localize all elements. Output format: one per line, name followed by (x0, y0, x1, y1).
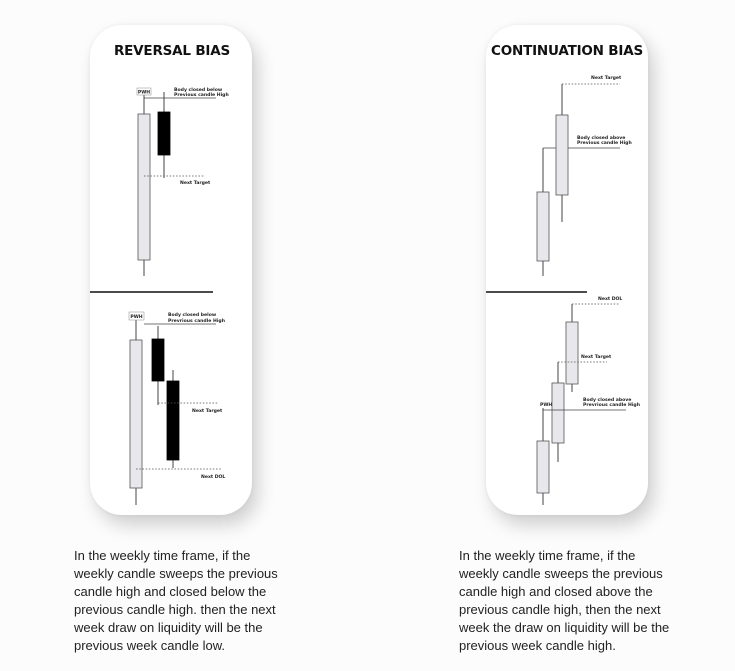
continuation-caption: In the weekly time frame, if the weekly candle sweeps the previous candle high and closed above the previous candle high, then the next week the draw on liquidity will be the previous week candle high. (459, 548, 670, 653)
next-target-label: Next Target (581, 355, 612, 360)
next-target-label: Next Target (591, 76, 622, 81)
continuation-title: CONTINUATION BIAS (491, 43, 643, 59)
reversal-caption: In the weekly time frame, if the weekly candle sweeps the previous candle high and closed below the previous candle high. then the next week draw on liquidity will be the previous week candle low. (74, 548, 278, 653)
body-closed-below-note-line2: Prevrious candle High (168, 319, 225, 324)
continuation-candle-body (556, 115, 568, 195)
pwh-candle-body (537, 441, 549, 493)
continuation-candle-body (552, 383, 564, 443)
pwh-label: PWH (137, 90, 151, 96)
expansion-candle-body (566, 322, 578, 384)
pwh-label: PWH (130, 315, 143, 320)
next-target-label: Next Target (192, 409, 223, 414)
pwh-label: PWH (540, 403, 553, 408)
pwh-candle-body (537, 192, 549, 261)
body-closed-below-note-line1: Body closed below (168, 313, 217, 318)
reversal-title: REVERSAL BIAS (113, 43, 231, 59)
body-closed-above-note-line1: Body closed above (577, 136, 626, 141)
next-dol-label: Next DOL (598, 297, 623, 302)
body-closed-above-note-line2: Prevrious candle High (583, 403, 640, 408)
body-closed-above-note-line2: Previous candle High (577, 141, 632, 146)
body-closed-below-note-line1: Body closed below (174, 88, 223, 93)
body-closed-above-note-line1: Body closed above (583, 398, 632, 403)
next-target-label: Next Target (180, 181, 211, 186)
body-closed-below-note-line2: Previous candle High (174, 93, 229, 98)
next-dol-label: Next DOL (201, 475, 226, 480)
